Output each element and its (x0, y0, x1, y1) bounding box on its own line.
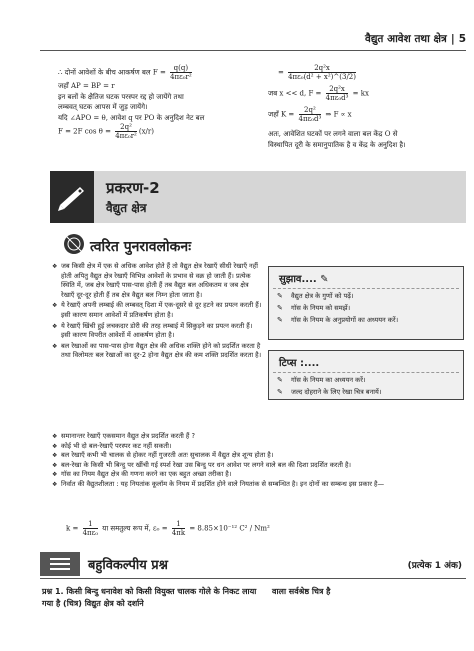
list-item: ❖ निर्वात की वैद्युतशीलता : यह नियतांक कूलॉम के नियम में प्रदर्शित होने वाले नियतांक से सम्बन्धित है। इन दोनों का सम्बन्ध इस प्रकार है— (52, 480, 462, 490)
list-item: ✎ जल्द दोहराने के लिए रेखा चित्र बनायें। (277, 388, 382, 396)
derivation-left: ∴ दोनों आवेशों के बीच आकर्षण बल F = $\frac{q(q)}{\text{4πε₀r²}}$ जहाँ AP = BP = r इन बलों के क्षैतिज घटक परस्पर रद्द हो जायेंगे तथा लम्बवत् घटक आपस में जुड़ जायेंगे। यदि ∠APO = θ, आवेश q पर PO के अनुदिश नेट बल F = 2F cos θ = $\frac{\text{2q²}}{\text{4πε₀r²}}$ (x/r) (58, 64, 248, 140)
pencil-icon: ✎ (277, 376, 283, 384)
pen-icon (50, 171, 94, 223)
suggestion-title: सुझाव.... ✎ (273, 267, 459, 289)
derivation-line: जहाँ AP = BP = r (58, 82, 115, 90)
header-title: वैद्युत आवेश तथा क्षेत्र (364, 33, 447, 45)
list-item: ❖ समानान्तर रेखाएँ एकसमान वैद्युत क्षेत्र प्रदर्शित करती हैं ? (52, 432, 462, 442)
list-item: ❖ बल-रेखा के किसी भी बिन्दु पर खींची गई स्पर्श रेखा उस बिन्दु पर धन आवेश पर लगने वाले बल की दिशा प्रदर्शित करती है। (52, 461, 462, 471)
header-rule (40, 50, 466, 51)
derivation-right: = $\frac{\text{2q²x}}{\text{4πε₀(d² + x²)\textasciicircum{}(3/2)}}$ जब x << d, F = $\frac{\text{2q²x}}{\text{4πε₀d³}}$ = kx जहाँ K = $\frac{\text{2q²}}{\text{4πε₀d³}}$ ⇒ F ∝ x अतः, आवेशित घटकों पर लगने वाला बल केंद्र O से विस्थापित दूरी के समानुपातिक है व केंद्र के अनुदिश है। (268, 64, 464, 150)
chapter-banner (40, 171, 466, 225)
list-item: ❖ गॉस का नियम वैद्युत क्षेत्र की गणना करने का एक बहुत अच्छा तरीका है। (52, 470, 462, 480)
tips-title: टिप्स :.... (273, 351, 459, 373)
pencil-icon: ✎ (277, 304, 283, 312)
page-header: वैद्युत आवेश तथा क्षेत्र | 5 (364, 33, 466, 45)
list-item: ✎ गॉस के नियम के अनुप्रयोगों का अध्ययन करें। (277, 316, 399, 324)
list-item: ✎ गॉस के नियम को समझें। (277, 304, 351, 312)
list-item: ❖ ये रेखाएँ खिंची हुई लचकदार डोरी की तरह लम्बाई में सिकुड़ने का प्रयत्न करती हैं। इसी कारण विपरीत आवेशों में आकर्षण होता है। (52, 322, 262, 341)
list-item: ❖ ये रेखाएँ अपनी लम्बाई की लम्बवत् दिशा में एक-दूसरे से दूर हटने का प्रयत्न करती हैं। इसी कारण समान आवेशों में प्रतिकर्षण होता है। (52, 301, 262, 320)
review-bullets (52, 262, 262, 362)
review-badge-icon (62, 232, 86, 256)
derivation-line: लम्बवत् घटक आपस में जुड़ जायेंगे। (58, 103, 148, 111)
review-bullets-full (52, 432, 462, 490)
pencil-icon: ✎ (277, 388, 283, 396)
list-item: ❖ जब किसी क्षेत्र में एक से अधिक आवेश होते हैं तो वैद्युत क्षेत्र रेखाएँ सीधी रेखाएँ नहीं होती अपितु वैद्युत क्षेत्र रेखाएँ विभिन्न आवेशों के प्रभाव से वक्र हो जाती हैं। प्रत्येक स्थिति में, जब क्षेत्र रेखाएँ पास-पास होती हैं तब वैद्युत बल अधिकतम व जब क्षेत्र रेखाएँ दूर-दूर होती हैं तब क्षेत्र वैद्युत बल निम्न होता जाता है। (52, 262, 262, 300)
tips-box (268, 350, 464, 400)
list-item: ❖ बल रेखाएँ कभी भी चालक से होकर नहीं गुजरती अतः सुचालक में वैद्युत क्षेत्र शून्य होता है। (52, 451, 462, 461)
suggestion-box (268, 266, 464, 340)
permittivity-formula: k = $\frac{1}{\text{4πε₀}}$ या समतुल्य रूप में, ε₀ = $\frac{1}{4\pi k}$ = 8.85×10⁻¹² C² / Nm² (66, 520, 270, 537)
mcq-marks: (प्रत्येक 1 अंक) (407, 561, 462, 571)
list-item: ✎ वैद्युत क्षेत्र के गुणों को पढ़ें। (277, 292, 354, 300)
question-1-continuation: वाला सर्वश्रेष्ठ चित्र है (272, 587, 331, 596)
list-item: ❖ कोई भी दो बल-रेखाएँ परस्पर कट नहीं सकती। (52, 442, 462, 452)
conclusion-line: अतः, आवेशित घटकों पर लगने वाला बल केंद्र O से (268, 130, 398, 138)
page-number: 5 (458, 33, 466, 45)
conclusion-line: विस्थापित दूरी के समानुपातिक है व केंद्र के अनुदिश है। (268, 140, 406, 149)
pen-icon: ✎ (320, 274, 329, 285)
mcq-rule (40, 578, 466, 579)
pencil-icon: ✎ (277, 292, 283, 300)
mcq-banner (40, 552, 466, 576)
chapter-subtitle: वैद्युत क्षेत्र (106, 201, 147, 215)
pencil-icon: ✎ (277, 316, 283, 324)
list-item: ✎ गॉस के नियम का अध्ययन करें। (277, 376, 366, 384)
chapter-title: प्रकरण-2 (106, 179, 160, 197)
list-icon (40, 552, 80, 576)
review-heading: त्वरित पुनरावलोकनः (90, 239, 192, 255)
derivation-line: इन बलों के क्षैतिज घटक परस्पर रद्द हो जायेंगे तथा (58, 92, 184, 101)
question-1-text: प्रश्न 1. किसी बिन्दु धनावेश को किसी वियुक्त चालक गोले के निकट लाया गया है (चित्र) विद्युत क्षेत्र को दर्शाने (42, 587, 257, 608)
list-item: ❖ बल रेखाओं का पास-पास होना वैद्युत क्षेत्र की अधिक शक्ति होने को प्रदर्शित करता है तथा विलोमतः बल रेखाओं का दूर-2 होना वैद्युत क्षेत्र की कम शक्ति प्रदर्शित करता है। (52, 342, 262, 361)
mcq-title: बहुविकल्पीय प्रश्न (88, 558, 168, 573)
derivation-line: यदि ∠APO = θ, आवेश q पर PO के अनुदिश नेट बल (58, 113, 205, 122)
